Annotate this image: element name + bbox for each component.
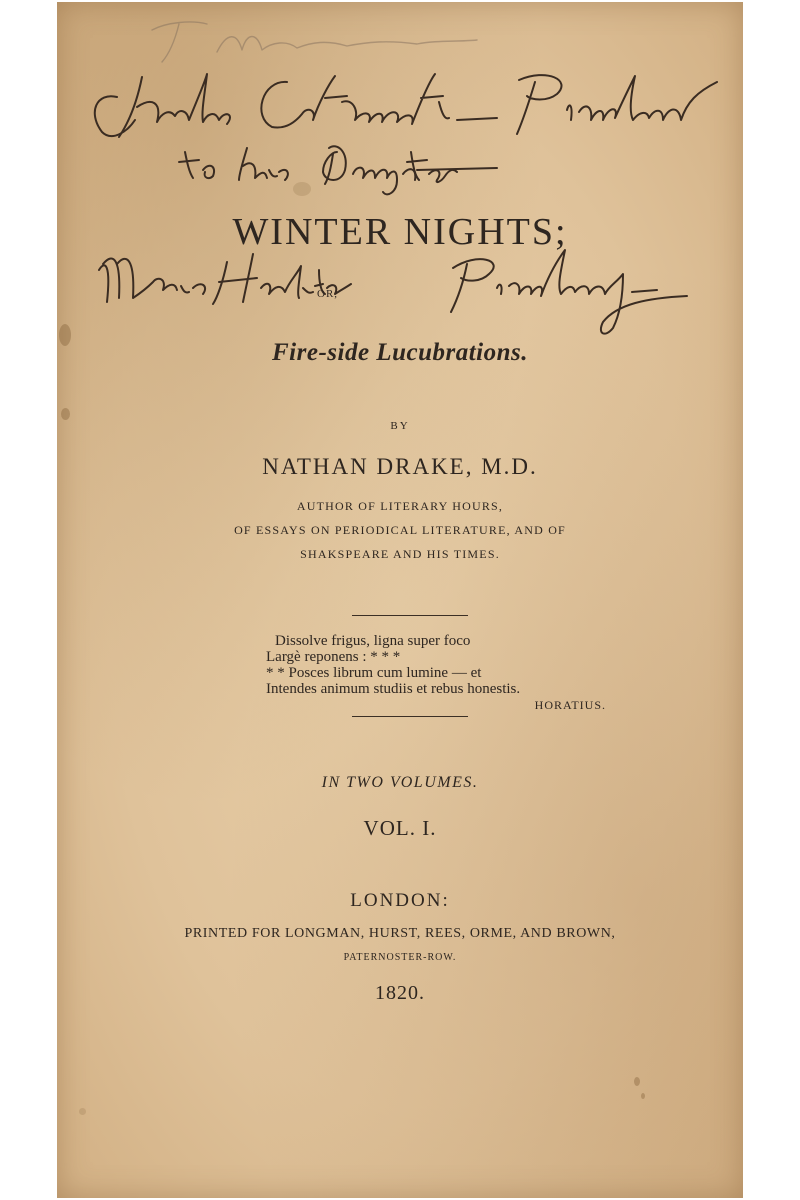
- epigraph-line: * * Posces librum cum lumine — et: [266, 665, 482, 681]
- volumes-note: IN TWO VOLUMES.: [321, 774, 479, 791]
- epigraph-line: Largè reponens : * * *: [266, 649, 401, 665]
- foxing-stain: [634, 1077, 640, 1086]
- author-credit-2: OF ESSAYS ON PERIODICAL LITERATURE, AND OF: [234, 523, 566, 537]
- divider-rule: [352, 615, 468, 616]
- author-name: NATHAN DRAKE, M.D.: [262, 454, 538, 479]
- handwritten-inscription: [57, 2, 743, 342]
- imprint-city: LONDON:: [350, 890, 450, 911]
- epigraph: [266, 633, 606, 713]
- divider-rule: [352, 716, 468, 717]
- title-page: [57, 2, 743, 1198]
- book-title: WINTER NIGHTS;: [232, 211, 568, 253]
- foxing-stain: [61, 408, 70, 420]
- epigraph-line: Dissolve frigus, ligna super foco: [275, 633, 471, 649]
- imprint-street: PATERNOSTER-ROW.: [343, 952, 457, 963]
- foxing-stain: [641, 1093, 645, 1099]
- author-credit-1: AUTHOR OF LITERARY HOURS,: [296, 499, 504, 513]
- imprint-printer: PRINTED FOR LONGMAN, HURST, REES, ORME, AND BROWN,: [184, 926, 616, 941]
- volume-number: VOL. I.: [363, 816, 437, 840]
- epigraph-line: Intendes animum studiis et rebus honestis.: [266, 681, 521, 697]
- epigraph-attribution: HORATIUS.: [534, 698, 606, 712]
- or-connector: OR,: [317, 288, 339, 300]
- book-subtitle: Fire-side Lucubrations.: [272, 339, 528, 366]
- foxing-stain: [79, 1108, 86, 1115]
- by-line: BY: [390, 420, 410, 432]
- author-credit-3: SHAKSPEARE AND HIS TIMES.: [300, 547, 500, 561]
- imprint-year: 1820.: [375, 982, 425, 1004]
